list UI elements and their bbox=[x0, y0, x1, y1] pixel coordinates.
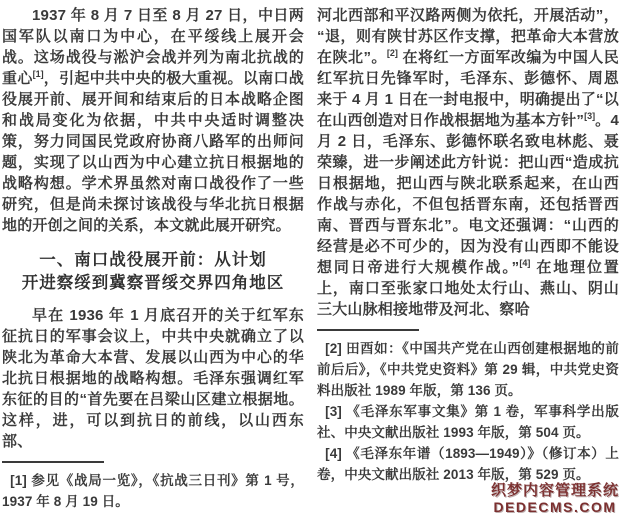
footnote-1: [1] 参见《战局一览》，《抗战三日刊》第 1 号，1937 年 8 月 19 日。 bbox=[2, 473, 304, 509]
left-column bbox=[2, 5, 304, 518]
right-column bbox=[317, 5, 619, 518]
continuation-paragraph bbox=[317, 5, 619, 320]
footnote-3: [3] 《毛泽东军事文集》第 1 卷，军事科学出版社、中央文献出版社 1993 年版，第 504 页。 bbox=[317, 404, 619, 440]
paragraph-text: 河北西部和平汉路两侧为依托，开展活动”，“退，则有陕甘苏区作支撑，把革命大本营放在陕北”。 bbox=[317, 7, 619, 66]
paragraph-text: 在地理位置上，南口至张家口地处太行山、燕山、阴山三大山脉相接地带及河北、察哈 bbox=[317, 259, 619, 318]
footnote-ref-1: [1] bbox=[32, 69, 44, 79]
footnote-4: [4] 《毛泽东年谱（1893—1949）》（修订本）上卷，中央文献出版社 2013 年版，第 529 页。 bbox=[317, 446, 619, 482]
footnote-ref-3: [3] bbox=[584, 111, 596, 121]
footnote-separator bbox=[2, 461, 104, 463]
paragraph-text: 。4 月 2 日，毛泽东、彭德怀联名致电林彪、聂荣臻，进一步阐述此方针说：把山西“造成抗日根据地，把山西与陕北联系起来，在山西作战与赤化，不但包括晋东南，还包括晋西南、晋西与晋东北”。电文还强调：“山西的经营是必不可少的，因为没有山西即不能设想同日帝进行大规模作战。” bbox=[317, 112, 619, 276]
paragraph-text: 在将红一方面军改编为中国人民红军抗日先锋军时，毛泽东、彭德怀、周恩来于 4 月 1 日在一封电报中，明确提出了“以在山西创造对日作战根据地为基本方针” bbox=[317, 49, 619, 129]
section-heading bbox=[2, 249, 304, 295]
footnote-separator bbox=[317, 329, 419, 331]
footnote-2: [2] 田酉如：《中国共产党在山西创建根据地的前前后后》，《中共党史资料》第 29 辑，中共党史资料出版社 1989 年版，第 136 页。 bbox=[317, 341, 619, 398]
intro-paragraph bbox=[2, 5, 304, 236]
footnote-ref-2: [2] bbox=[386, 48, 398, 58]
paragraph-text: ，引起中共中央的极大重视。以南口战役展开前、展开间和结束后的日本战略企图和战局变化为依据，中共中央适时调整决策，努力同国民党政府协商八路军的出师问题，实现了以山西为中心建立抗日根据地的战略构想。学术界虽然对南口战役作了一些研究，但是尚未探讨该战役与华北抗日根据地的开创之间的关系，本文就此展开研究。 bbox=[2, 70, 304, 234]
paragraph-text: 1937 年 8 月 7 日至 8 月 27 日，中日两国军队以南口为中心，在平绥线上展开会战。这场战役与淞沪会战并列为南北抗战的重心 bbox=[2, 7, 304, 87]
watermark-domain-text: DEDECMS.COM bbox=[493, 499, 617, 515]
footnote-ref-4: [4] bbox=[519, 258, 531, 268]
section-heading-line1: 一、南口战役展开前：从计划 bbox=[39, 251, 267, 269]
section-heading-line2: 开进察绥到冀察晋绥交界四角地区 bbox=[21, 274, 285, 292]
watermark-chinese-text: 织梦内容管理系统 bbox=[490, 482, 619, 499]
body-paragraph: 早在 1936 年 1 月底召开的关于红军东征抗日的军事会议上，中共中央就确立了以陕北为革命大本营、发展以山西为中心的华北抗日根据地的战略构想。毛泽东强调红军东征的目的“首先要在吕梁山区建立根据地。这样，进，可以到抗日的前线，以山西东部、 bbox=[2, 307, 304, 450]
